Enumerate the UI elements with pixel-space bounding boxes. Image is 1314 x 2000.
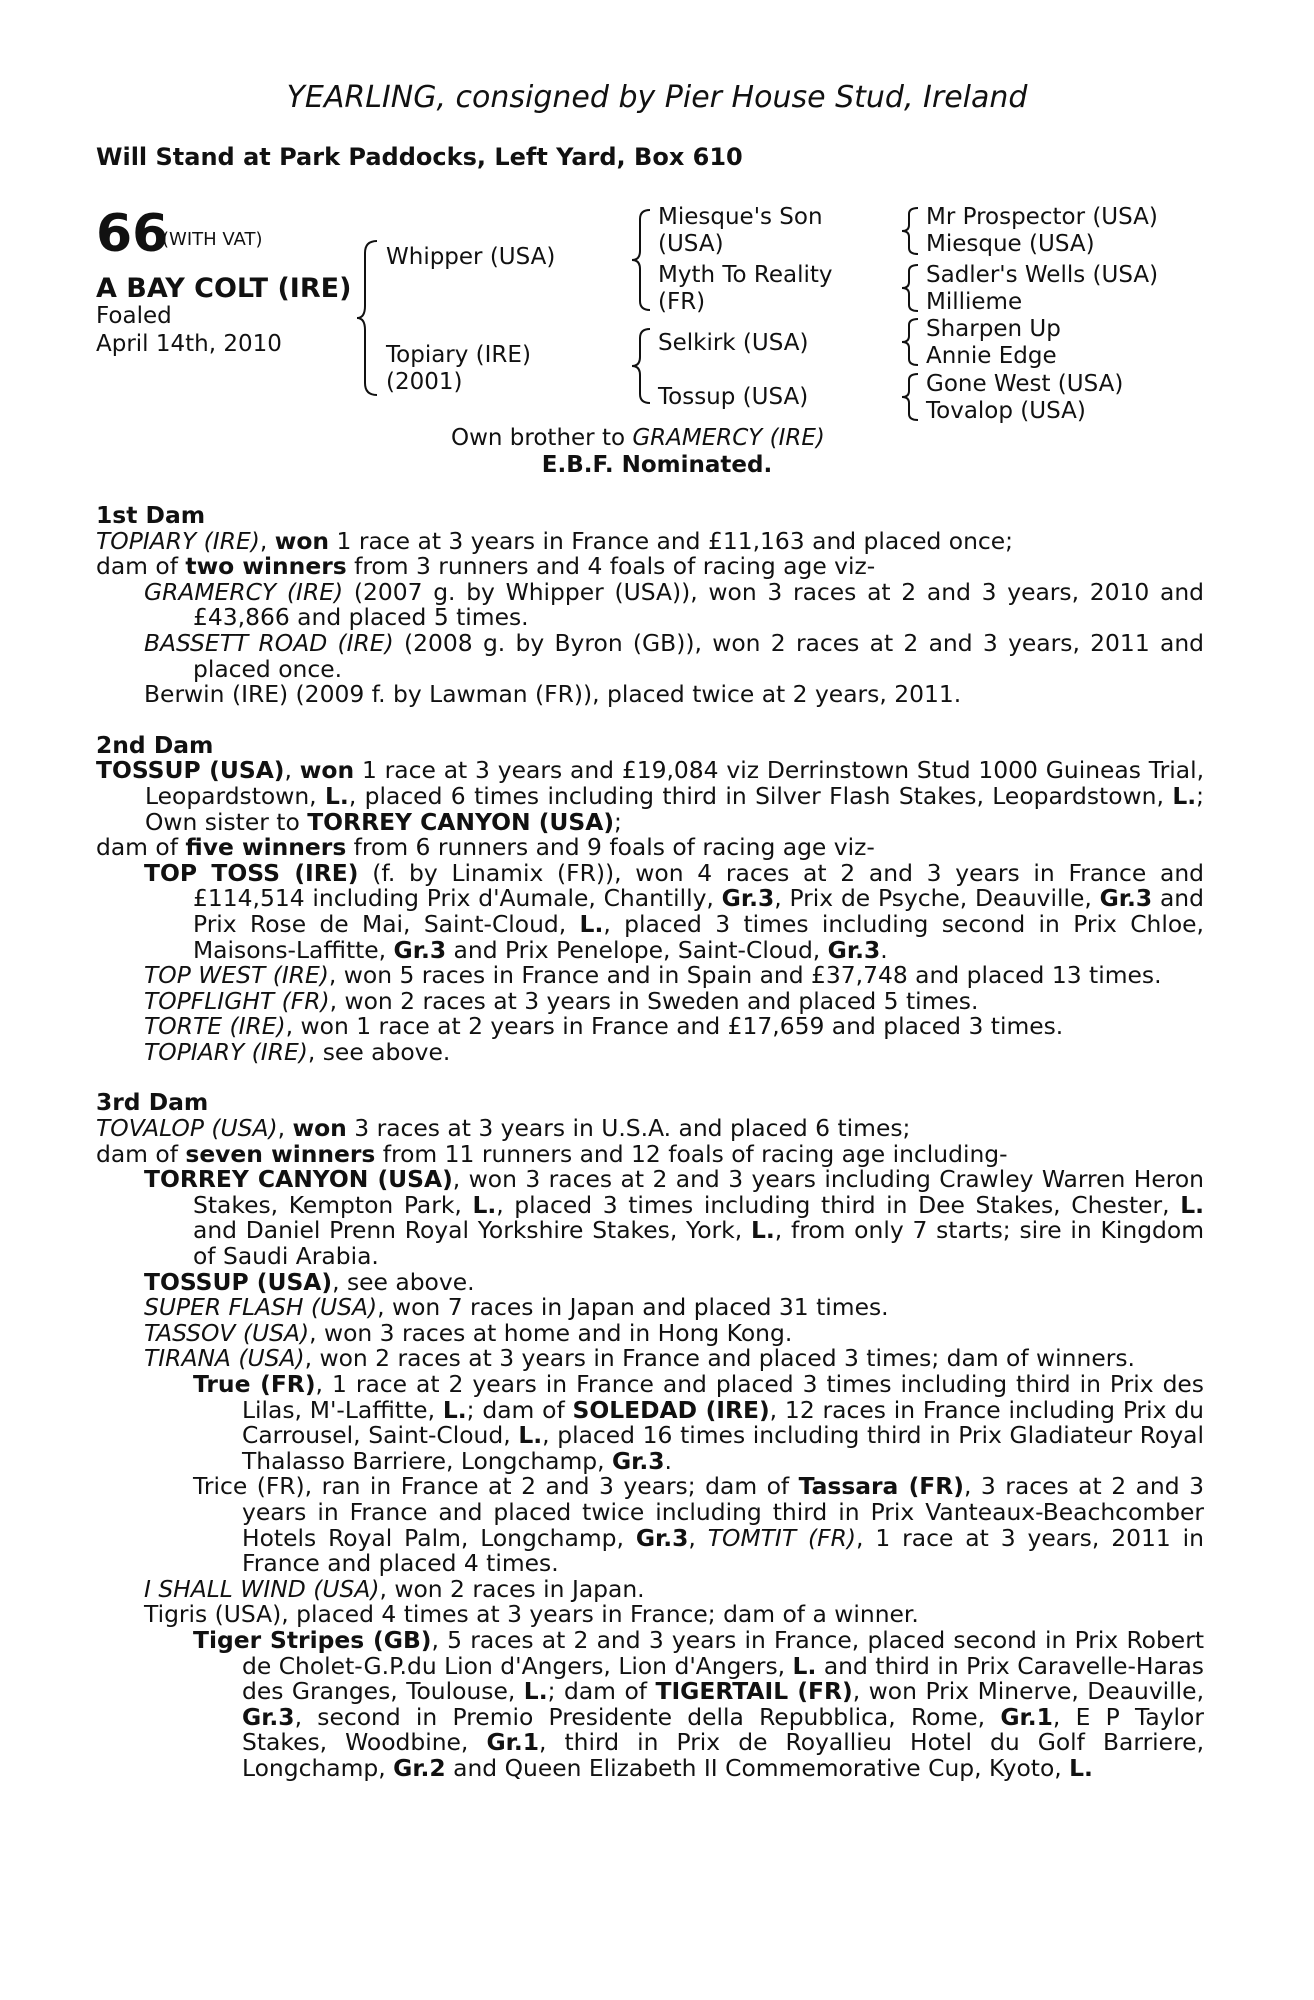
- text-run: TASSOV (USA): [144, 1318, 310, 1347]
- text-run: Tassara (FR): [798, 1472, 964, 1501]
- text-run: TOPIARY (IRE): [96, 526, 260, 555]
- text-run: , 5 races at 2 and 3 years in France, placed second in Prix Robert de Cholet-G.P.du Lion d'Angers, Lion d'Angers,: [242, 1625, 1204, 1680]
- text-run: Gr.3: [827, 935, 881, 964]
- pedigree-sire-sire-country: (USA): [658, 231, 724, 257]
- text-run: , see above.: [307, 1037, 451, 1066]
- text-run: L.: [472, 1190, 497, 1219]
- text-run: , from only 7 starts; sire in Kingdom of Saudi Arabia.: [193, 1216, 1204, 1271]
- text-run: , won 2 races in Japan.: [379, 1574, 645, 1603]
- text-run: Gr.3: [1099, 884, 1153, 913]
- pedigree-dam-sire: Selkirk (USA): [658, 330, 809, 356]
- text-run: , third in Prix de Royallieu Hotel du Golf Barriere, Longchamp,: [242, 1728, 1204, 1782]
- text-run: seven winners: [185, 1139, 376, 1168]
- page-header: YEARLING, consigned by Pier House Stud, Ireland: [286, 80, 1028, 115]
- text-run: , won 2 races at 3 years in Sweden and placed 5 times.: [329, 986, 979, 1015]
- text-run: L.: [750, 1216, 775, 1245]
- text-run: , see above.: [332, 1267, 475, 1296]
- text-run: ,: [277, 1114, 293, 1143]
- text-run: Gr.3: [611, 1446, 665, 1475]
- own-brother-note: [451, 425, 825, 451]
- text-run: won: [292, 1114, 347, 1143]
- pedigree-ssd: Miesque (USA): [926, 231, 1095, 257]
- text-run: and Prix Penelope, Saint-Cloud,: [446, 935, 828, 964]
- text-run: Berwin (IRE) (2009 f. by Lawman (FR)), placed twice at 2 years, 2011.: [144, 680, 962, 709]
- text-run: GRAMERCY (IRE): [144, 577, 344, 606]
- stand-location: Will Stand at Park Paddocks, Left Yard, Box 610: [96, 143, 743, 171]
- text-run: TOPFLIGHT (FR): [144, 986, 330, 1015]
- entry-paragraph: [96, 1014, 1204, 1040]
- text-run: L.: [523, 1677, 548, 1706]
- text-run: from 11 runners and 12 foals of racing age including-: [375, 1139, 1008, 1168]
- own-brother-prefix: Own brother to: [451, 425, 633, 451]
- text-run: L.: [518, 1421, 543, 1450]
- text-run: (2007 g. by Whipper (USA)), won 3 races at 2 and 3 years, 2010 and £43,866 and placed 5 times.: [193, 577, 1204, 632]
- text-run: , won 3 races at 2 and 3 years including Crawley Warren Heron Stakes, Kempton Park,: [193, 1165, 1204, 1219]
- entry-paragraph: [96, 628, 1204, 683]
- text-run: Gr.1: [1000, 1702, 1053, 1731]
- text-run: from 6 runners and 9 foals of racing age viz-: [346, 833, 875, 862]
- entry-paragraph: [96, 1116, 1204, 1142]
- pedigree-brace-sd: [900, 263, 924, 313]
- entry-paragraph: [96, 577, 1204, 632]
- section-title: 2nd Dam: [96, 730, 214, 759]
- text-run: , 12 races in France including Prix du Carrousel, Saint-Cloud,: [242, 1395, 1204, 1450]
- text-run: TOVALOP (USA): [96, 1114, 278, 1143]
- text-run: won: [274, 526, 330, 555]
- text-run: ;: [614, 807, 622, 836]
- foaled-label: Foaled: [96, 303, 172, 329]
- text-run: TIRANA (USA): [144, 1344, 305, 1373]
- text-run: (2008 g. by Byron (GB)), won 2 races at 2 and 3 years, 2011 and placed once.: [193, 628, 1204, 683]
- ebf-nominated: E.B.F. Nominated.: [541, 452, 773, 478]
- text-run: L.: [792, 1651, 817, 1680]
- pedigree-dss: Sharpen Up: [926, 316, 1061, 342]
- pedigree-ddd: Tovalop (USA): [926, 398, 1086, 424]
- entry-paragraph: [96, 526, 1204, 555]
- text-run: dam of: [96, 833, 186, 862]
- text-run: Gr.3: [635, 1523, 689, 1552]
- text-run: TOSSUP (USA): [96, 756, 285, 785]
- pedigree-brace-dd: [900, 372, 924, 422]
- text-run: TOMTIT (FR): [707, 1523, 856, 1552]
- text-run: , won 7 races in Japan and placed 31 times.: [377, 1293, 889, 1322]
- text-run: TORREY CANYON (USA): [307, 807, 615, 836]
- text-run: dam of: [96, 552, 186, 581]
- pedigree-brace-ss: [900, 206, 924, 256]
- text-run: ,: [688, 1523, 708, 1552]
- text-run: , second in Premio Presidente della Repubblica, Rome,: [294, 1702, 1001, 1731]
- text-run: L.: [1069, 1753, 1093, 1782]
- pedigree-dam: Topiary (IRE): [386, 342, 531, 368]
- entry-paragraph: [96, 1037, 1204, 1066]
- text-run: from 3 runners and 4 foals of racing age viz-: [346, 552, 876, 581]
- text-run: L.: [325, 781, 349, 810]
- text-run: , won Prix Minerve, Deauville,: [852, 1677, 1205, 1706]
- foaled-date: April 14th, 2010: [96, 331, 282, 357]
- pedigree-sss: Mr Prospector (USA): [926, 204, 1158, 230]
- entry-paragraph: [96, 1267, 1204, 1296]
- entry-paragraph: [96, 1139, 1204, 1168]
- text-run: , 3 races at 2 and 3 years in France and placed twice including third in Prix Vanteaux-Beachcomber Hotels Royal Palm, Longchamp,: [242, 1472, 1204, 1552]
- text-run: , placed 3 times including third in Dee Stakes, Chester,: [496, 1190, 1181, 1219]
- text-run: , won 5 races in France and in Spain and £37,748 and placed 13 times.: [328, 961, 1162, 990]
- text-run: , won 2 races at 3 years in France and placed 3 times; dam of winners.: [304, 1344, 1135, 1373]
- text-run: Gr.1: [486, 1728, 539, 1757]
- text-run: .: [664, 1446, 672, 1475]
- text-run: Gr.3: [393, 935, 447, 964]
- text-run: ,: [284, 756, 300, 785]
- vat-note: (WITH VAT): [162, 229, 263, 250]
- text-run: , 1 race at 2 years in France and placed 3 times including third in Prix des Lilas, M'-Laffitte,: [242, 1370, 1204, 1424]
- entry-paragraph: [96, 758, 1204, 835]
- text-run: , won 1 race at 2 years in France and £17,659 and placed 3 times.: [285, 1012, 1064, 1041]
- entry-paragraph: [96, 963, 1204, 989]
- pedigree-dam-dam: Tossup (USA): [658, 384, 809, 410]
- text-run: L.: [1180, 1190, 1204, 1219]
- text-run: ; dam of: [547, 1677, 656, 1706]
- text-run: , placed 16 times including third in Prix Gladiateur Royal Thalasso Barriere, Longchamp,: [242, 1421, 1204, 1475]
- text-run: TOP WEST (IRE): [144, 961, 329, 990]
- entry-paragraph: [96, 835, 1204, 861]
- text-run: TOP TOSS (IRE): [144, 858, 359, 887]
- entry-paragraph: [96, 1295, 1204, 1321]
- pedigree-brace-ds: [900, 317, 924, 367]
- text-run: and Prix Rose de Mai, Saint-Cloud,: [193, 884, 1204, 938]
- text-run: Gr.3: [242, 1702, 295, 1731]
- pedigree-sdd: Millieme: [926, 289, 1023, 315]
- entry-paragraph: [96, 682, 1204, 708]
- text-run: , placed 3 times including second in Prix Chloe, Maisons-Laffitte,: [193, 909, 1204, 964]
- entry-paragraph: [96, 1346, 1204, 1372]
- pedigree-sire-dam-country: (FR): [658, 289, 706, 315]
- lot-name: A BAY COLT (IRE): [96, 273, 352, 304]
- entry-paragraph: [96, 1474, 1204, 1576]
- text-run: Tigris (USA), placed 4 times at 3 years in France; dam of a winner.: [144, 1600, 919, 1629]
- pedigree-sds: Sadler's Wells (USA): [926, 262, 1159, 288]
- text-run: Gr.2: [393, 1753, 446, 1782]
- pedigree-brace-dam: [630, 326, 656, 406]
- entry-paragraph: [96, 858, 1205, 964]
- text-run: TOSSUP (USA): [144, 1267, 333, 1296]
- pedigree-dds: Gone West (USA): [926, 371, 1124, 397]
- text-run: TORTE (IRE): [144, 1012, 286, 1041]
- text-run: won: [299, 756, 355, 785]
- pedigree-sire-sire: Miesque's Son: [658, 204, 823, 230]
- text-run: (f. by Linamix (FR)), won 4 races at 2 and 3 years in France and £114,514 including Prix d'Aumale, Chantilly,: [193, 858, 1205, 913]
- text-run: TIGERTAIL (FR): [655, 1677, 853, 1706]
- text-run: SOLEDAD (IRE): [572, 1395, 770, 1424]
- text-run: TORREY CANYON (USA): [144, 1165, 453, 1194]
- text-run: .: [880, 935, 888, 964]
- pedigree-brace-main: [355, 238, 385, 398]
- entry-paragraph: [96, 1318, 1204, 1347]
- text-run: Trice (FR), ran in France at 2 and 3 years; dam of: [193, 1472, 799, 1501]
- entry-paragraph: [96, 554, 1204, 580]
- entry-paragraph: [96, 1574, 1204, 1603]
- pedigree-dam-year: (2001): [386, 369, 463, 395]
- text-run: , won 3 races at home and in Hong Kong.: [309, 1318, 793, 1347]
- own-brother-name: GRAMERCY (IRE): [632, 425, 825, 451]
- text-run: and Daniel Prenn Royal Yorkshire Stakes, York,: [193, 1216, 751, 1245]
- text-run: L.: [579, 909, 604, 938]
- text-run: 3 races at 3 years in U.S.A. and placed 6 times;: [346, 1114, 911, 1143]
- entry-paragraph: [96, 1625, 1205, 1782]
- text-run: I SHALL WIND (USA): [144, 1574, 380, 1603]
- pedigree-sire-dam: Myth To Reality: [658, 262, 833, 288]
- text-run: five winners: [185, 833, 347, 862]
- text-run: ; Own sister to: [145, 781, 1204, 836]
- section-title: 1st Dam: [96, 501, 206, 529]
- text-run: , 1 race at 3 years, 2011 in France and placed 4 times.: [242, 1523, 1204, 1578]
- text-run: TOPIARY (IRE): [144, 1037, 308, 1066]
- text-run: ,: [259, 526, 275, 555]
- text-run: , Prix de Psyche, Deauville,: [774, 884, 1100, 913]
- text-run: ; dam of: [466, 1395, 573, 1424]
- pedigree-sire: Whipper (USA): [386, 244, 556, 270]
- text-run: dam of: [96, 1139, 186, 1168]
- text-run: , E P Taylor Stakes, Woodbine,: [242, 1702, 1204, 1757]
- text-run: and Queen Elizabeth II Commemorative Cup, Kyoto,: [445, 1753, 1070, 1782]
- text-run: Gr.3: [721, 884, 775, 913]
- text-run: True (FR): [193, 1370, 316, 1398]
- entry-paragraph: [96, 1602, 1204, 1628]
- text-run: , placed 6 times including third in Silver Flash Stakes, Leopardstown,: [348, 781, 1173, 810]
- text-run: two winners: [185, 552, 347, 581]
- section-title: 3rd Dam: [96, 1088, 209, 1117]
- entry-paragraph: [96, 986, 1204, 1015]
- text-run: SUPER FLASH (USA): [144, 1293, 378, 1322]
- text-run: Tiger Stripes (GB): [193, 1625, 432, 1654]
- entry-paragraph: [96, 1372, 1204, 1474]
- text-run: BASSETT ROAD (IRE): [144, 628, 394, 657]
- entry-paragraph: [96, 1167, 1204, 1269]
- text-run: L.: [1172, 781, 1197, 810]
- text-run: 1 race at 3 years and £19,084 viz Derrinstown Stud 1000 Guineas Trial, Leopardstown,: [145, 756, 1205, 810]
- dam-sections: [96, 503, 1204, 1782]
- text-run: and third in Prix Caravelle-Haras des Granges, Toulouse,: [242, 1651, 1204, 1706]
- pedigree-dsd: Annie Edge: [926, 343, 1057, 369]
- pedigree-brace-sire: [630, 207, 656, 313]
- text-run: 1 race at 3 years in France and £11,163 and placed once;: [329, 526, 1014, 555]
- lot-number: 66: [96, 204, 169, 264]
- text-run: L.: [442, 1395, 467, 1424]
